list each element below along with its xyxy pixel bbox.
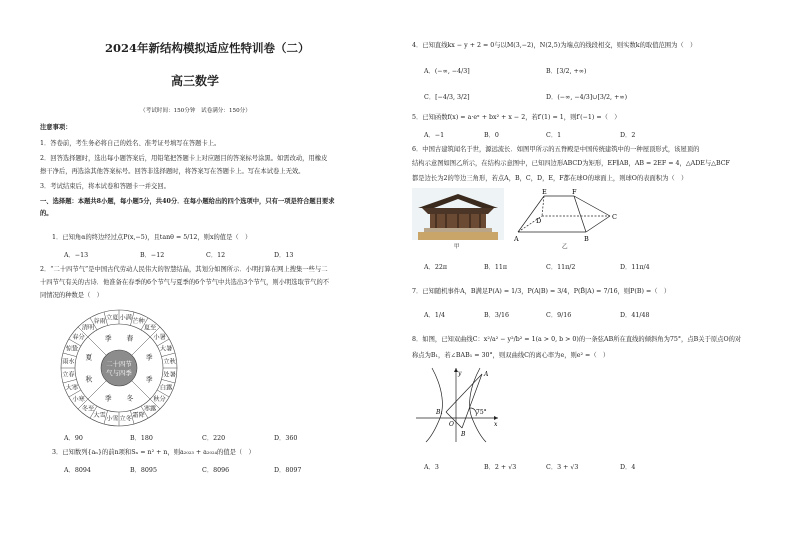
q1-option-b: B．−12 [140, 252, 165, 259]
q8-option-c: C．3 + √3 [546, 464, 579, 471]
note-2-cont: 擦干净后，再选涂其他答案标号。回答非选择题时，将答案写在答题卡上。写在本试卷上无效。 [40, 168, 305, 175]
season-divider [88, 381, 106, 399]
solar-term-label: 处暑 [163, 371, 176, 379]
season-label: 冬 [126, 394, 134, 403]
solar-term-label: 小雪 [106, 415, 119, 423]
q5-option-b: B．0 [484, 132, 499, 139]
caption-jia: 甲 [454, 244, 460, 250]
label-D: D [536, 217, 542, 225]
q3-option-d: D．8097 [274, 467, 302, 474]
solar-term-label: 立夏 [106, 314, 119, 322]
label-A: A [514, 235, 519, 243]
season-label: 季 [104, 334, 112, 343]
angle-75: 75° [476, 409, 487, 416]
season-label: 夏 [85, 353, 93, 362]
q5-option-a: A．−1 [424, 132, 445, 139]
roof-structure-diagram [512, 186, 622, 248]
solar-term-label: 小满 [119, 314, 132, 322]
q6-option-c: C．11π/2 [546, 264, 576, 271]
q5-option-d: D．2 [620, 132, 636, 139]
solar-term-label: 雨水 [62, 358, 75, 366]
q6-line-2: 结构示意图如图乙所示，在结构示意图中，已知四边形ABCD为矩形，EF∥AB，AB = 2EF = 4，△ADE与△BCF [412, 160, 730, 167]
q7-option-c: C．9/16 [546, 312, 572, 319]
q2-option-c: C．220 [202, 435, 226, 442]
q1-option-a: A．−13 [64, 252, 89, 259]
q4-option-c: C．[−4/3, 3/2] [424, 94, 470, 101]
season-divider [132, 337, 150, 355]
axis-x-label: x [494, 421, 498, 428]
q4-option-d: D．(−∞, −4/3]∪[3/2, +∞) [546, 94, 628, 101]
solar-term-label: 芒种 [132, 317, 145, 325]
solar-terms-wheel [52, 304, 186, 432]
wheel-center-line2: 气与四季 [106, 369, 132, 377]
solar-term-label: 大暑 [159, 345, 173, 353]
solar-term-label: 惊蛰 [65, 345, 79, 353]
q6-option-d: D．11π/4 [620, 264, 650, 271]
season-divider [132, 381, 150, 399]
q3-stem: 3．已知数列{aₙ}的前n项和Sₙ = n² + n，则a₂₀₂₃ + a₂₀₂₄的值是（ ） [52, 449, 255, 456]
q8-option-b: B．2 + √3 [484, 464, 517, 471]
exam-title: 2024年新结构模拟适应性特训卷（二） [105, 41, 310, 55]
note-1: 1．答卷前，考生务必将自己的姓名、准考证号填写在答题卡上。 [40, 140, 221, 147]
solar-term-label: 立春 [62, 371, 75, 379]
point-B: B [461, 431, 466, 438]
q6-option-a: A．22π [424, 264, 447, 271]
solar-term-label: 霜降 [132, 412, 145, 420]
origin-O: O [449, 421, 454, 428]
caption-yi: 乙 [562, 244, 568, 250]
solar-term-label: 立冬 [119, 415, 132, 423]
note-2: 2．回答选择题时，选出每小题答案后，用铅笔把答题卡上对应题目的答案标号涂黑。如需改动，用橡皮 [40, 155, 328, 162]
q1-option-d: D．13 [274, 252, 294, 259]
season-label: 春 [126, 334, 134, 343]
q5-stem: 5．已知函数f(x) = a·eˣ + bx² + x − 2，若f′(1) = 1，则f′(−1) =（ ） [412, 114, 621, 121]
solar-term-label: 立秋 [163, 358, 176, 366]
solar-term-label: 春分 [72, 334, 85, 341]
solar-term-label: 夏至 [143, 324, 157, 332]
q4-option-b: B．[3/2, +∞) [546, 68, 587, 75]
season-label: 季 [104, 394, 112, 403]
solar-term-label: 大雪 [93, 412, 106, 420]
label-E: E [542, 188, 547, 196]
q1-option-c: C．12 [206, 252, 226, 259]
q4-option-a: A．(−∞, −4/3] [424, 68, 470, 75]
wheel-spoke [63, 353, 77, 357]
q4-stem: 4．已知直线kx − y + 2 = 0与以M(3,−2)，N(2,5)为端点的线段相交，则实数k的取值范围为（ ） [412, 42, 697, 49]
solar-term-label: 小暑 [153, 334, 166, 341]
solar-term-label: 谷雨 [93, 317, 106, 325]
q7-option-b: B．3/16 [484, 312, 510, 319]
solar-term-label: 大寒 [65, 384, 79, 392]
q2-option-b: B．180 [130, 435, 153, 442]
section1-heading: 一、选择题：本题共8小题，每小题5分，共40分．在每小题给出的四个选项中，只有一项是符合题目要求 [40, 198, 335, 205]
q6-line-3: 都是边长为2的等边三角形，若点A，B，C，D，E，F都在球O的球面上，则球O的表面积为（ ） [412, 175, 688, 182]
q2-line-3: 同情况的种数是（ ） [40, 292, 103, 299]
wheel-center-line1: 二十四节 [106, 360, 132, 368]
wheel-spoke [63, 379, 77, 383]
label-B: B [584, 235, 589, 243]
exam-info: （考试时间：150分钟 试卷满分：150分） [140, 108, 251, 114]
q7-option-d: D．41/48 [620, 312, 650, 319]
q8-line-1: 8．如图，已知双曲线C：x²/a² − y²/b² = 1(a > 0, b > 0)的一条弦AB所在直线的倾斜角为75°，点B关于原点O的对 [412, 336, 742, 343]
label-C: C [612, 213, 617, 221]
solar-term-label: 清明 [81, 324, 95, 332]
wheel-spoke [162, 379, 176, 383]
q2-line-2: 十四节气有关的古诗．他准备在春季的6个节气与夏季的6个节气中共选出3个节气，则小明选取节气的不 [40, 279, 330, 286]
axis-y-label: y [458, 370, 462, 377]
solar-term-label: 秋分 [153, 396, 166, 403]
q6-option-b: B．11π [484, 264, 508, 271]
solar-term-label: 冬至 [81, 405, 95, 413]
q1-stem: 1．已知角α的终边经过点P(x,−5)，且tanθ = 5/12，则x的值是（ ） [52, 234, 252, 241]
q8-option-d: D．4 [620, 464, 636, 471]
q2-line-1: 2．“二十四节气”是中国古代劳动人民伟大的智慧结晶，其划分如图所示．小明打算在网上搜集一些与二 [40, 266, 328, 273]
notes-heading: 注意事项： [40, 124, 72, 131]
q7-option-a: A．1/4 [424, 312, 445, 319]
q5-option-c: C．1 [546, 132, 562, 139]
subject-title: 高三数学 [171, 74, 220, 88]
label-F: F [572, 188, 577, 196]
q3-option-b: B．8095 [130, 467, 157, 474]
solar-term-label: 寒露 [143, 405, 157, 413]
note-3: 3．考试结束后，将本试卷和答题卡一并交回。 [40, 183, 170, 190]
q8-line-2: 称点为B₁，若∠BAB₁ = 30°，则双曲线C的离心率为e，则e² =（ ） [412, 352, 610, 359]
q6-line-1: 6．中国古建筑闻名于世，源远流长．如图甲所示的五脊殿是中国传统建筑中的一种屋顶形式，该屋顶的 [412, 146, 700, 153]
section1-heading-cont: 的。 [40, 210, 53, 217]
q2-option-d: D．360 [274, 435, 298, 442]
q3-option-a: A．8094 [64, 467, 91, 474]
wheel-spoke [162, 353, 176, 357]
hyperbola-diagram [414, 366, 500, 444]
point-A: A [484, 371, 489, 378]
solar-term-label: 白露 [159, 384, 173, 392]
solar-term-label: 小寒 [72, 396, 85, 403]
temple-photo [412, 188, 504, 240]
season-label: 季 [145, 375, 153, 384]
q2-option-a: A．90 [64, 435, 83, 442]
season-divider [88, 337, 106, 355]
q8-option-a: A．3 [424, 464, 439, 471]
season-label: 季 [145, 353, 153, 362]
point-B1: B₁ [436, 409, 443, 416]
q7-stem: 7．已知随机事件A，B满足P(A) = 1/3，P(A|B) = 3/4，P(B̄|A) = 7/16，则P(B) =（ ） [412, 288, 671, 295]
q3-option-c: C．8096 [202, 467, 230, 474]
season-label: 秋 [85, 375, 93, 384]
